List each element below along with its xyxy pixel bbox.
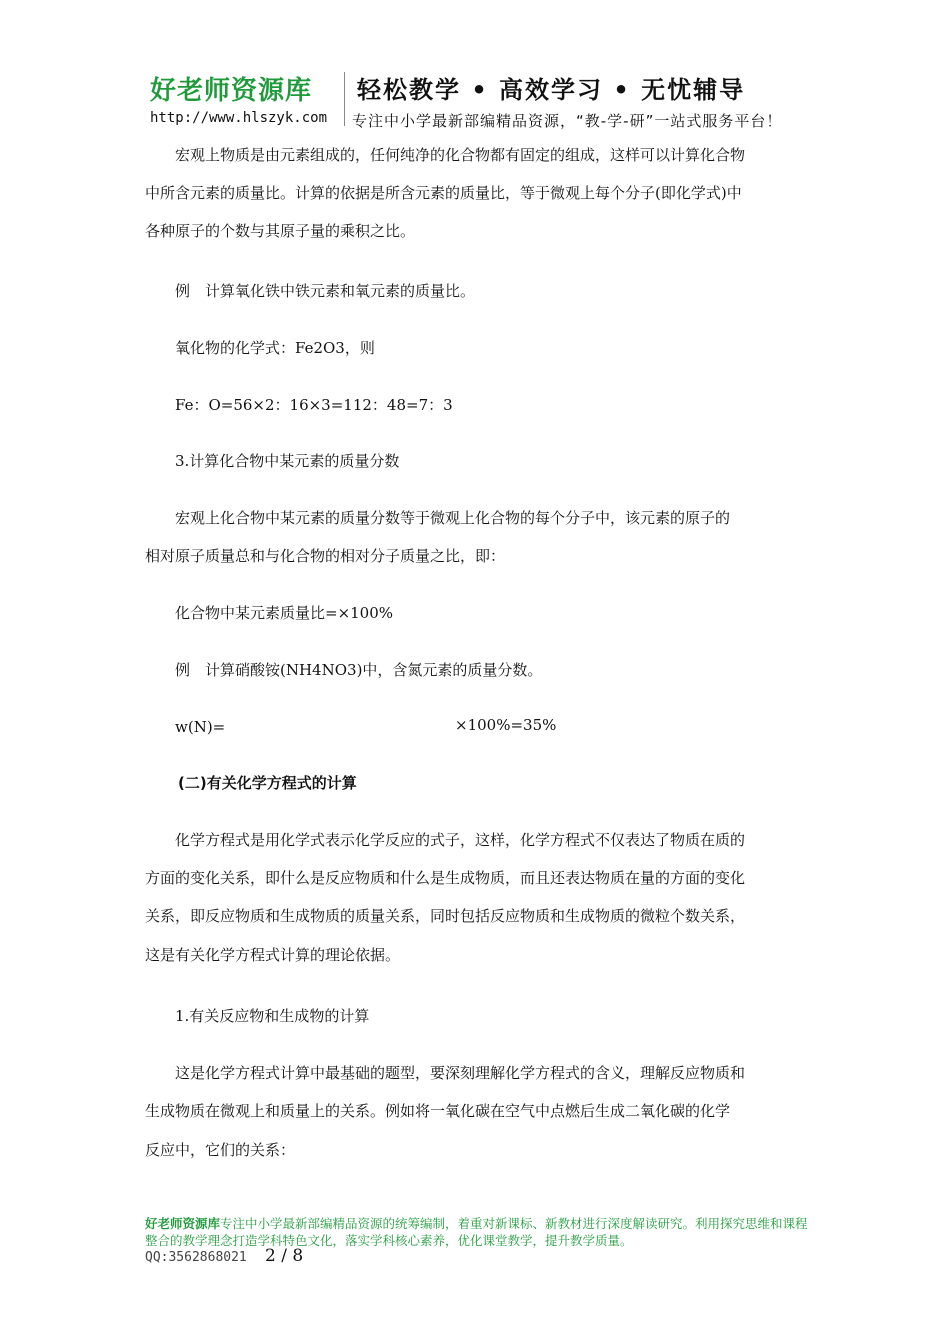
paragraph-line: 相对原子质量总和与化合物的相对分子质量之比，即：	[145, 547, 506, 565]
paragraph-line: 化学方程式是用化学式表示化学反应的式子，这样，化学方程式不仅表达了物质在质的	[145, 831, 746, 849]
example-line: 例 计算硝酸铵(NH4NO3)中，含氮元素的质量分数。	[145, 661, 543, 679]
formula-intro: 氧化物的化学式：Fe2O3，则	[145, 339, 375, 357]
paragraph-line: 各种原子的个数与其原子量的乘积之比。	[145, 222, 416, 240]
header-slogan: 轻松教学 • 高效学习 • 无忧辅导	[357, 76, 746, 104]
footer-brand: 好老师资源库	[145, 1216, 221, 1231]
paragraph-line: 宏观上物质是由元素组成的，任何纯净的化合物都有固定的组成，这样可以计算化合物	[145, 146, 746, 164]
header-tagline: 专注中小学最新部编精品资源，“教-学-研”一站式服务平台！	[352, 112, 783, 130]
section-heading-bold: (二)有关化学方程式的计算	[178, 774, 357, 792]
wn-equation-right: ×100%=35%	[455, 716, 557, 734]
header-divider	[344, 72, 345, 126]
footer-description	[145, 1215, 815, 1249]
mass-formula: 化合物中某元素质量比=×100%	[145, 604, 394, 622]
page-number: 2 / 8	[265, 1246, 304, 1266]
paragraph-line: 反应中，它们的关系：	[145, 1141, 296, 1159]
paragraph-line: 生成物质在微观上和质量上的关系。例如将一氧化碳在空气中点燃后生成二氧化碳的化学	[145, 1102, 731, 1120]
header-url[interactable]: http://www.hlszyk.com	[150, 110, 328, 126]
ratio-equation: Fe：O=56×2：16×3=112：48=7：3	[145, 396, 453, 414]
section-heading: 1.有关反应物和生成物的计算	[145, 1007, 370, 1025]
footer-qq: QQ:3562868021	[145, 1250, 247, 1265]
paragraph-line: 这是有关化学方程式计算的理论依据。	[145, 946, 401, 964]
paragraph-line: 这是化学方程式计算中最基础的题型，要深刻理解化学方程式的含义，理解反应物质和	[145, 1064, 746, 1082]
paragraph-line: 方面的变化关系，即什么是反应物质和什么是生成物质，而且还表达物质在量的方面的变化	[145, 869, 746, 887]
paragraph-line: 宏观上化合物中某元素的质量分数等于微观上化合物的每个分子中，该元素的原子的	[145, 509, 731, 527]
wn-equation-left: w(N)=	[145, 718, 226, 736]
example-line: 例 计算氧化铁中铁元素和氧元素的质量比。	[145, 282, 476, 300]
paragraph-line: 中所含元素的质量比。计算的依据是所含元素的质量比，等于微观上每个分子(即化学式)中	[145, 184, 742, 202]
paragraph-line: 关系，即反应物质和生成物质的质量关系，同时包括反应物质和生成物质的微粒个数关系，	[145, 907, 746, 925]
header-brand: 好老师资源库	[150, 76, 313, 106]
footer-text: 专注中小学最新部编精品资源的统筹编制，着重对新课标、新教材进行深度解读研究。利用探究思维和课程整合的教学理念打造学科特色文化，落实学科核心素养，优化课堂教学，提升教学质量。	[145, 1216, 808, 1248]
section-heading: 3.计算化合物中某元素的质量分数	[145, 452, 400, 470]
